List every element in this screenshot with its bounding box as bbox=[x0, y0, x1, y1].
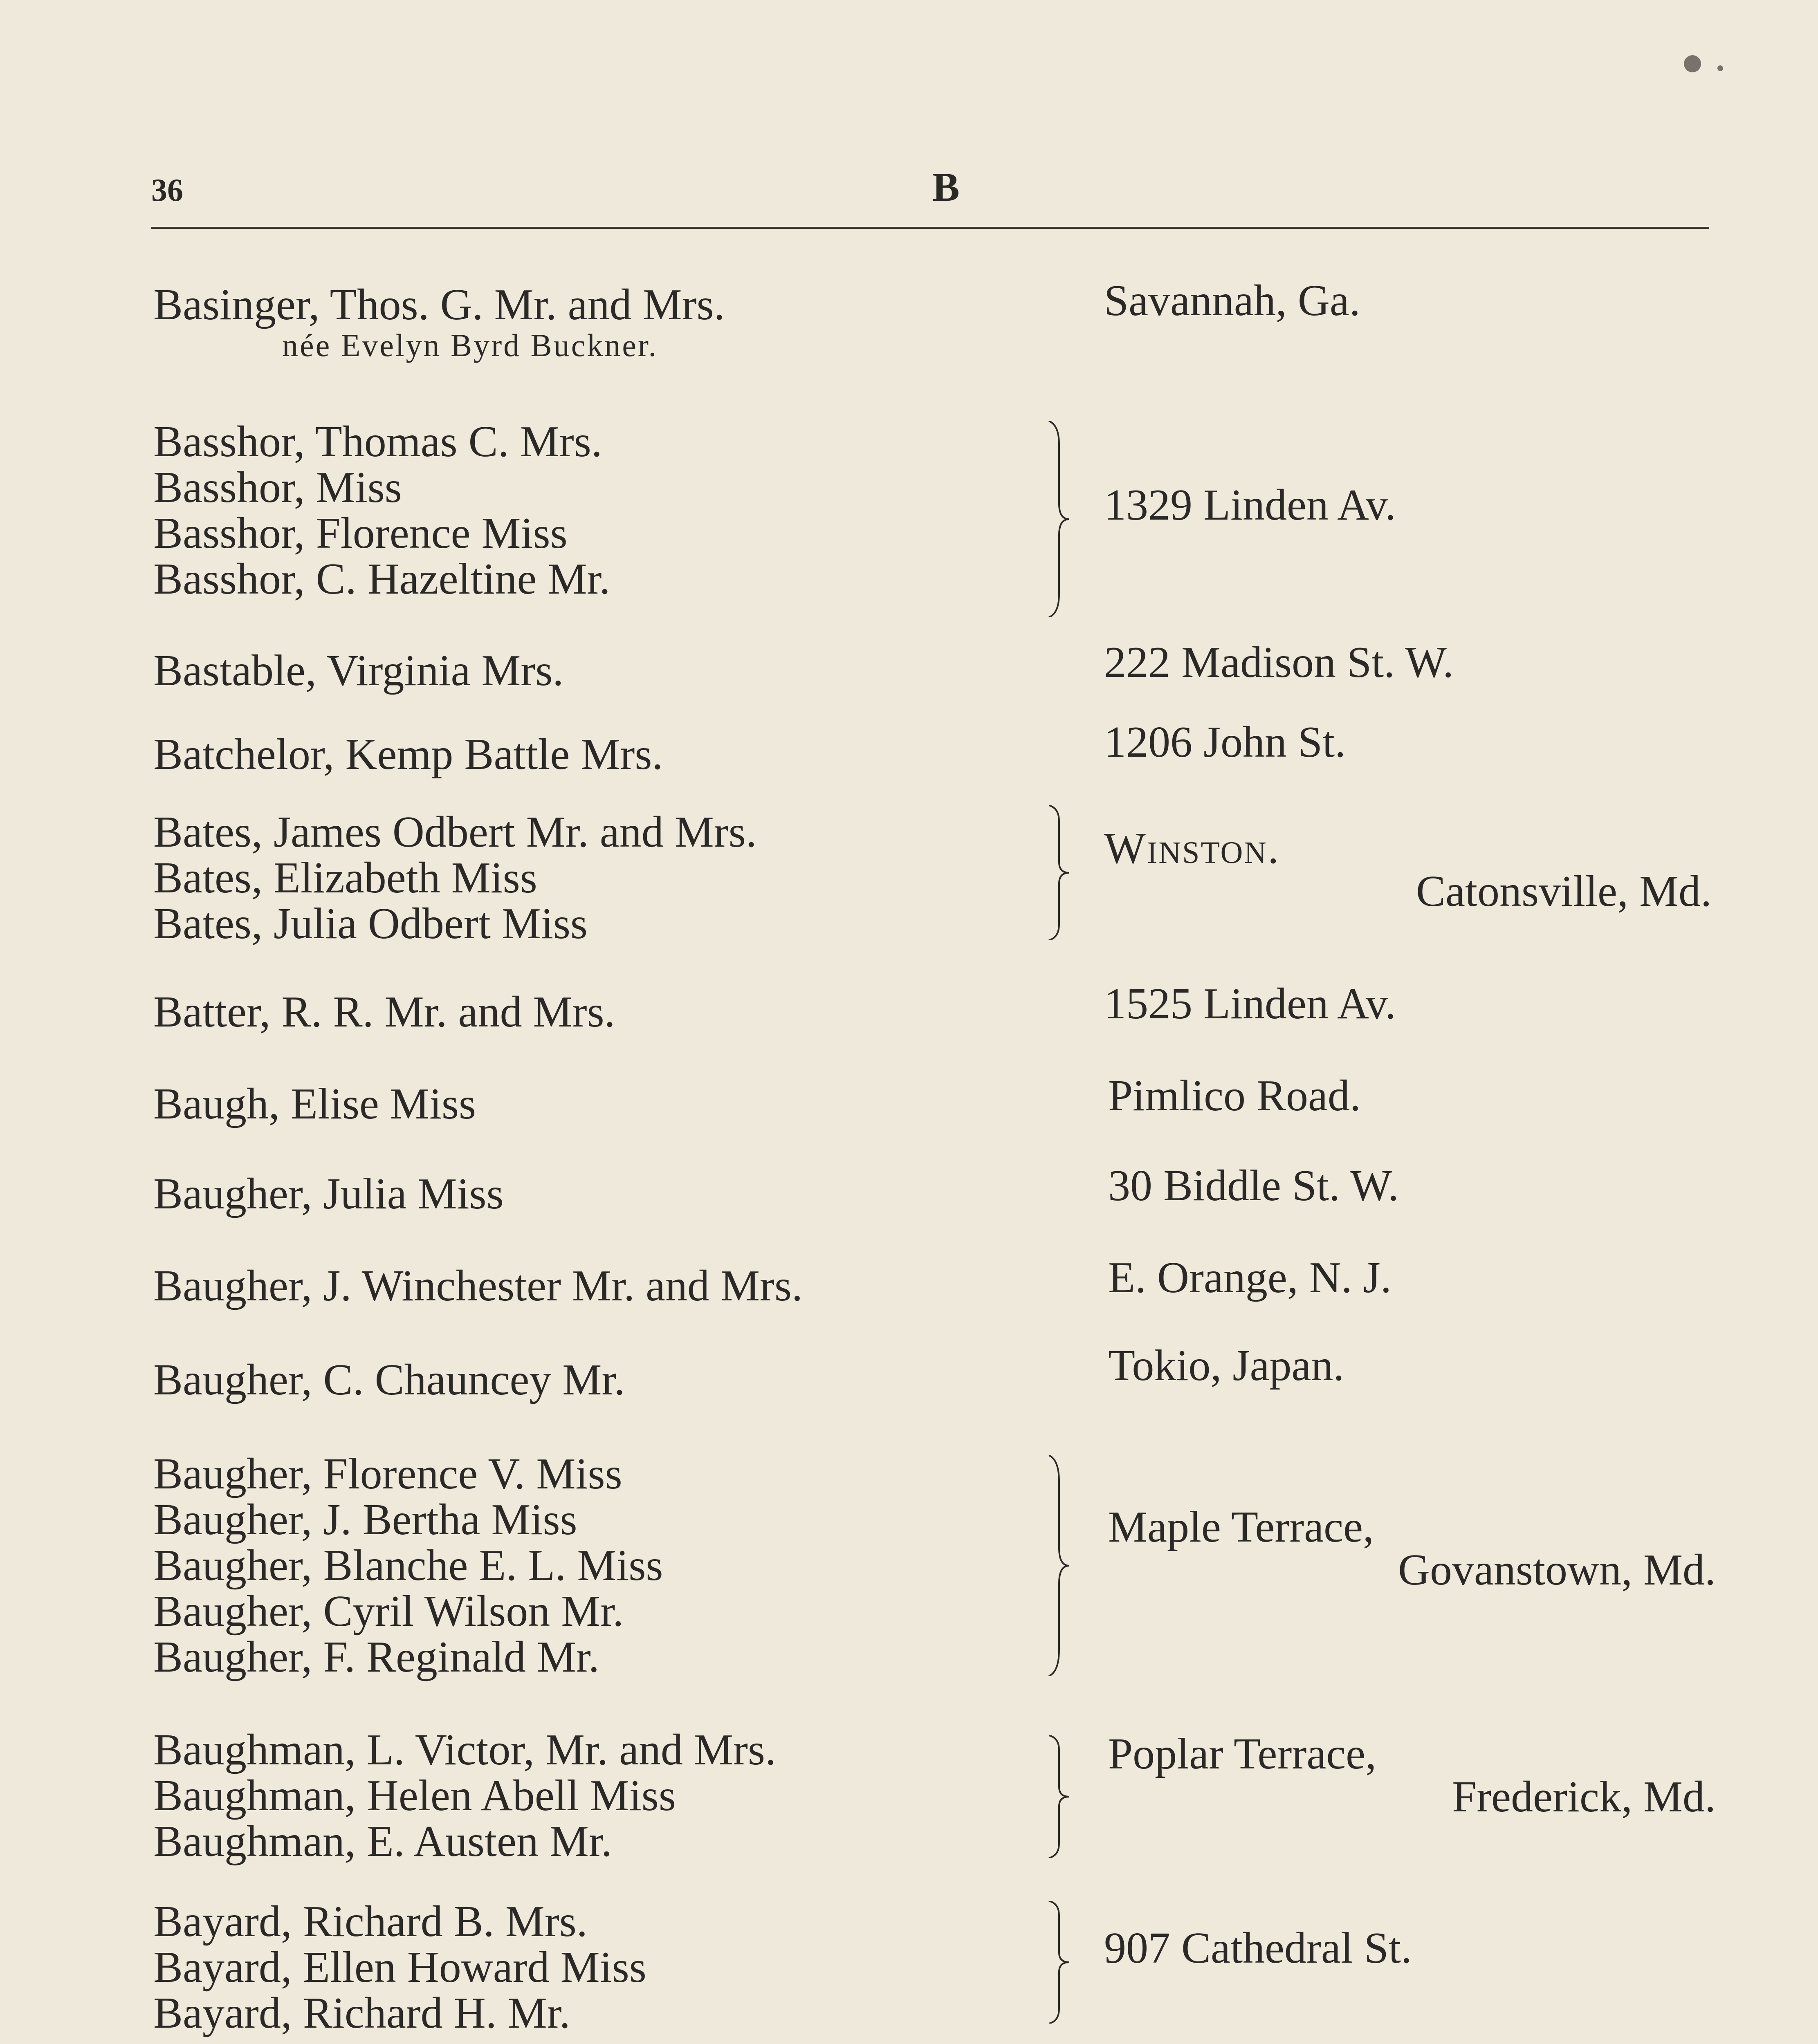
entry-names bbox=[153, 1171, 504, 1217]
entry-name: Bates, Julia Odbert Miss bbox=[153, 899, 588, 948]
entry-names bbox=[153, 732, 663, 778]
entry-address: Poplar Terrace, bbox=[1108, 1730, 1377, 1778]
entry-name: Batchelor, Kemp Battle Mrs. bbox=[153, 730, 663, 779]
entry-names bbox=[153, 809, 757, 947]
entry-name: Baugher, F. Reginald Mr. bbox=[153, 1633, 599, 1681]
entry-names bbox=[153, 989, 615, 1035]
entry-names bbox=[153, 648, 563, 694]
entry-address: 907 Cathedral St. bbox=[1104, 1924, 1412, 1972]
entry-name: Bayard, Ellen Howard Miss bbox=[153, 1943, 646, 1992]
entry-name: Bates, James Odbert Mr. and Mrs. bbox=[153, 808, 757, 856]
entry-names bbox=[153, 282, 725, 328]
entry-name: Baughman, E. Austen Mr. bbox=[153, 1817, 612, 1866]
paper-speck bbox=[1717, 65, 1723, 71]
entry-address: 1525 Linden Av. bbox=[1104, 979, 1396, 1028]
entry-name: Basshor, Florence Miss bbox=[153, 509, 568, 558]
entry-address: Savannah, Ga. bbox=[1104, 276, 1360, 325]
entry-address: Winston. bbox=[1104, 824, 1280, 873]
entry-names bbox=[153, 1357, 625, 1403]
entry-name: Bayard, Richard B. Mrs. bbox=[153, 1897, 588, 1946]
entry-name: Baugher, J. Winchester Mr. and Mrs. bbox=[153, 1262, 803, 1310]
right-brace bbox=[1047, 1735, 1071, 1858]
entry-names bbox=[153, 1727, 776, 1865]
entry-name: Baugher, Blanche E. L. Miss bbox=[153, 1541, 663, 1590]
entry-name: Basshor, C. Hazeltine Mr. bbox=[153, 555, 610, 603]
paper-speck bbox=[1684, 55, 1701, 72]
entry-address: 222 Madison St. W. bbox=[1104, 638, 1454, 687]
entry-address: 1329 Linden Av. bbox=[1104, 481, 1396, 529]
entry-names bbox=[153, 419, 610, 602]
entry-name: Batter, R. R. Mr. and Mrs. bbox=[153, 988, 615, 1036]
right-brace bbox=[1047, 421, 1071, 617]
entry-address: 1206 John St. bbox=[1104, 718, 1346, 766]
entry-names bbox=[153, 1263, 803, 1309]
entry-address-line2: Govanstown, Md. bbox=[1398, 1546, 1716, 1594]
entry-address: Pimlico Road. bbox=[1108, 1071, 1361, 1120]
entry-name: Baugher, Julia Miss bbox=[153, 1170, 504, 1218]
entry-names bbox=[153, 1451, 663, 1680]
page-number: 36 bbox=[151, 172, 183, 208]
entry-names bbox=[153, 1899, 646, 2036]
entry-name: Basshor, Thomas C. Mrs. bbox=[153, 417, 602, 466]
entry-name: Baugher, J. Bertha Miss bbox=[153, 1495, 577, 1544]
entry-name: Bates, Elizabeth Miss bbox=[153, 854, 537, 902]
entry-address: Tokio, Japan. bbox=[1108, 1341, 1344, 1390]
header-rule bbox=[151, 227, 1709, 229]
entry-name: Bayard, Richard H. Mr. bbox=[153, 1989, 570, 2037]
entry-maiden-name: née Evelyn Byrd Buckner. bbox=[282, 327, 658, 363]
entry-name: Baughman, L. Victor, Mr. and Mrs. bbox=[153, 1726, 777, 1774]
right-brace bbox=[1047, 1455, 1071, 1676]
entry-address: E. Orange, N. J. bbox=[1108, 1253, 1392, 1302]
right-brace bbox=[1047, 1901, 1071, 2024]
entry-name: Basinger, Thos. G. Mr. and Mrs. bbox=[153, 280, 725, 329]
entry-names bbox=[153, 1081, 476, 1127]
entry-name: Baugher, Florence V. Miss bbox=[153, 1450, 622, 1498]
entry-name: Baugher, C. Chauncey Mr. bbox=[153, 1356, 625, 1404]
entry-name: Baughman, Helen Abell Miss bbox=[153, 1771, 676, 1820]
entry-address: 30 Biddle St. W. bbox=[1108, 1161, 1399, 1210]
entry-name: Baugher, Cyril Wilson Mr. bbox=[153, 1587, 624, 1636]
entry-address-line2: Catonsville, Md. bbox=[1416, 867, 1712, 916]
right-brace bbox=[1047, 805, 1071, 940]
entry-name: Bastable, Virginia Mrs. bbox=[153, 646, 564, 695]
entry-name: Baugh, Elise Miss bbox=[153, 1080, 476, 1128]
section-letter: B bbox=[932, 164, 960, 210]
entry-address: Maple Terrace, bbox=[1108, 1503, 1374, 1551]
entry-name: Basshor, Miss bbox=[153, 463, 402, 512]
entry-address-line2: Frederick, Md. bbox=[1452, 1773, 1716, 1821]
